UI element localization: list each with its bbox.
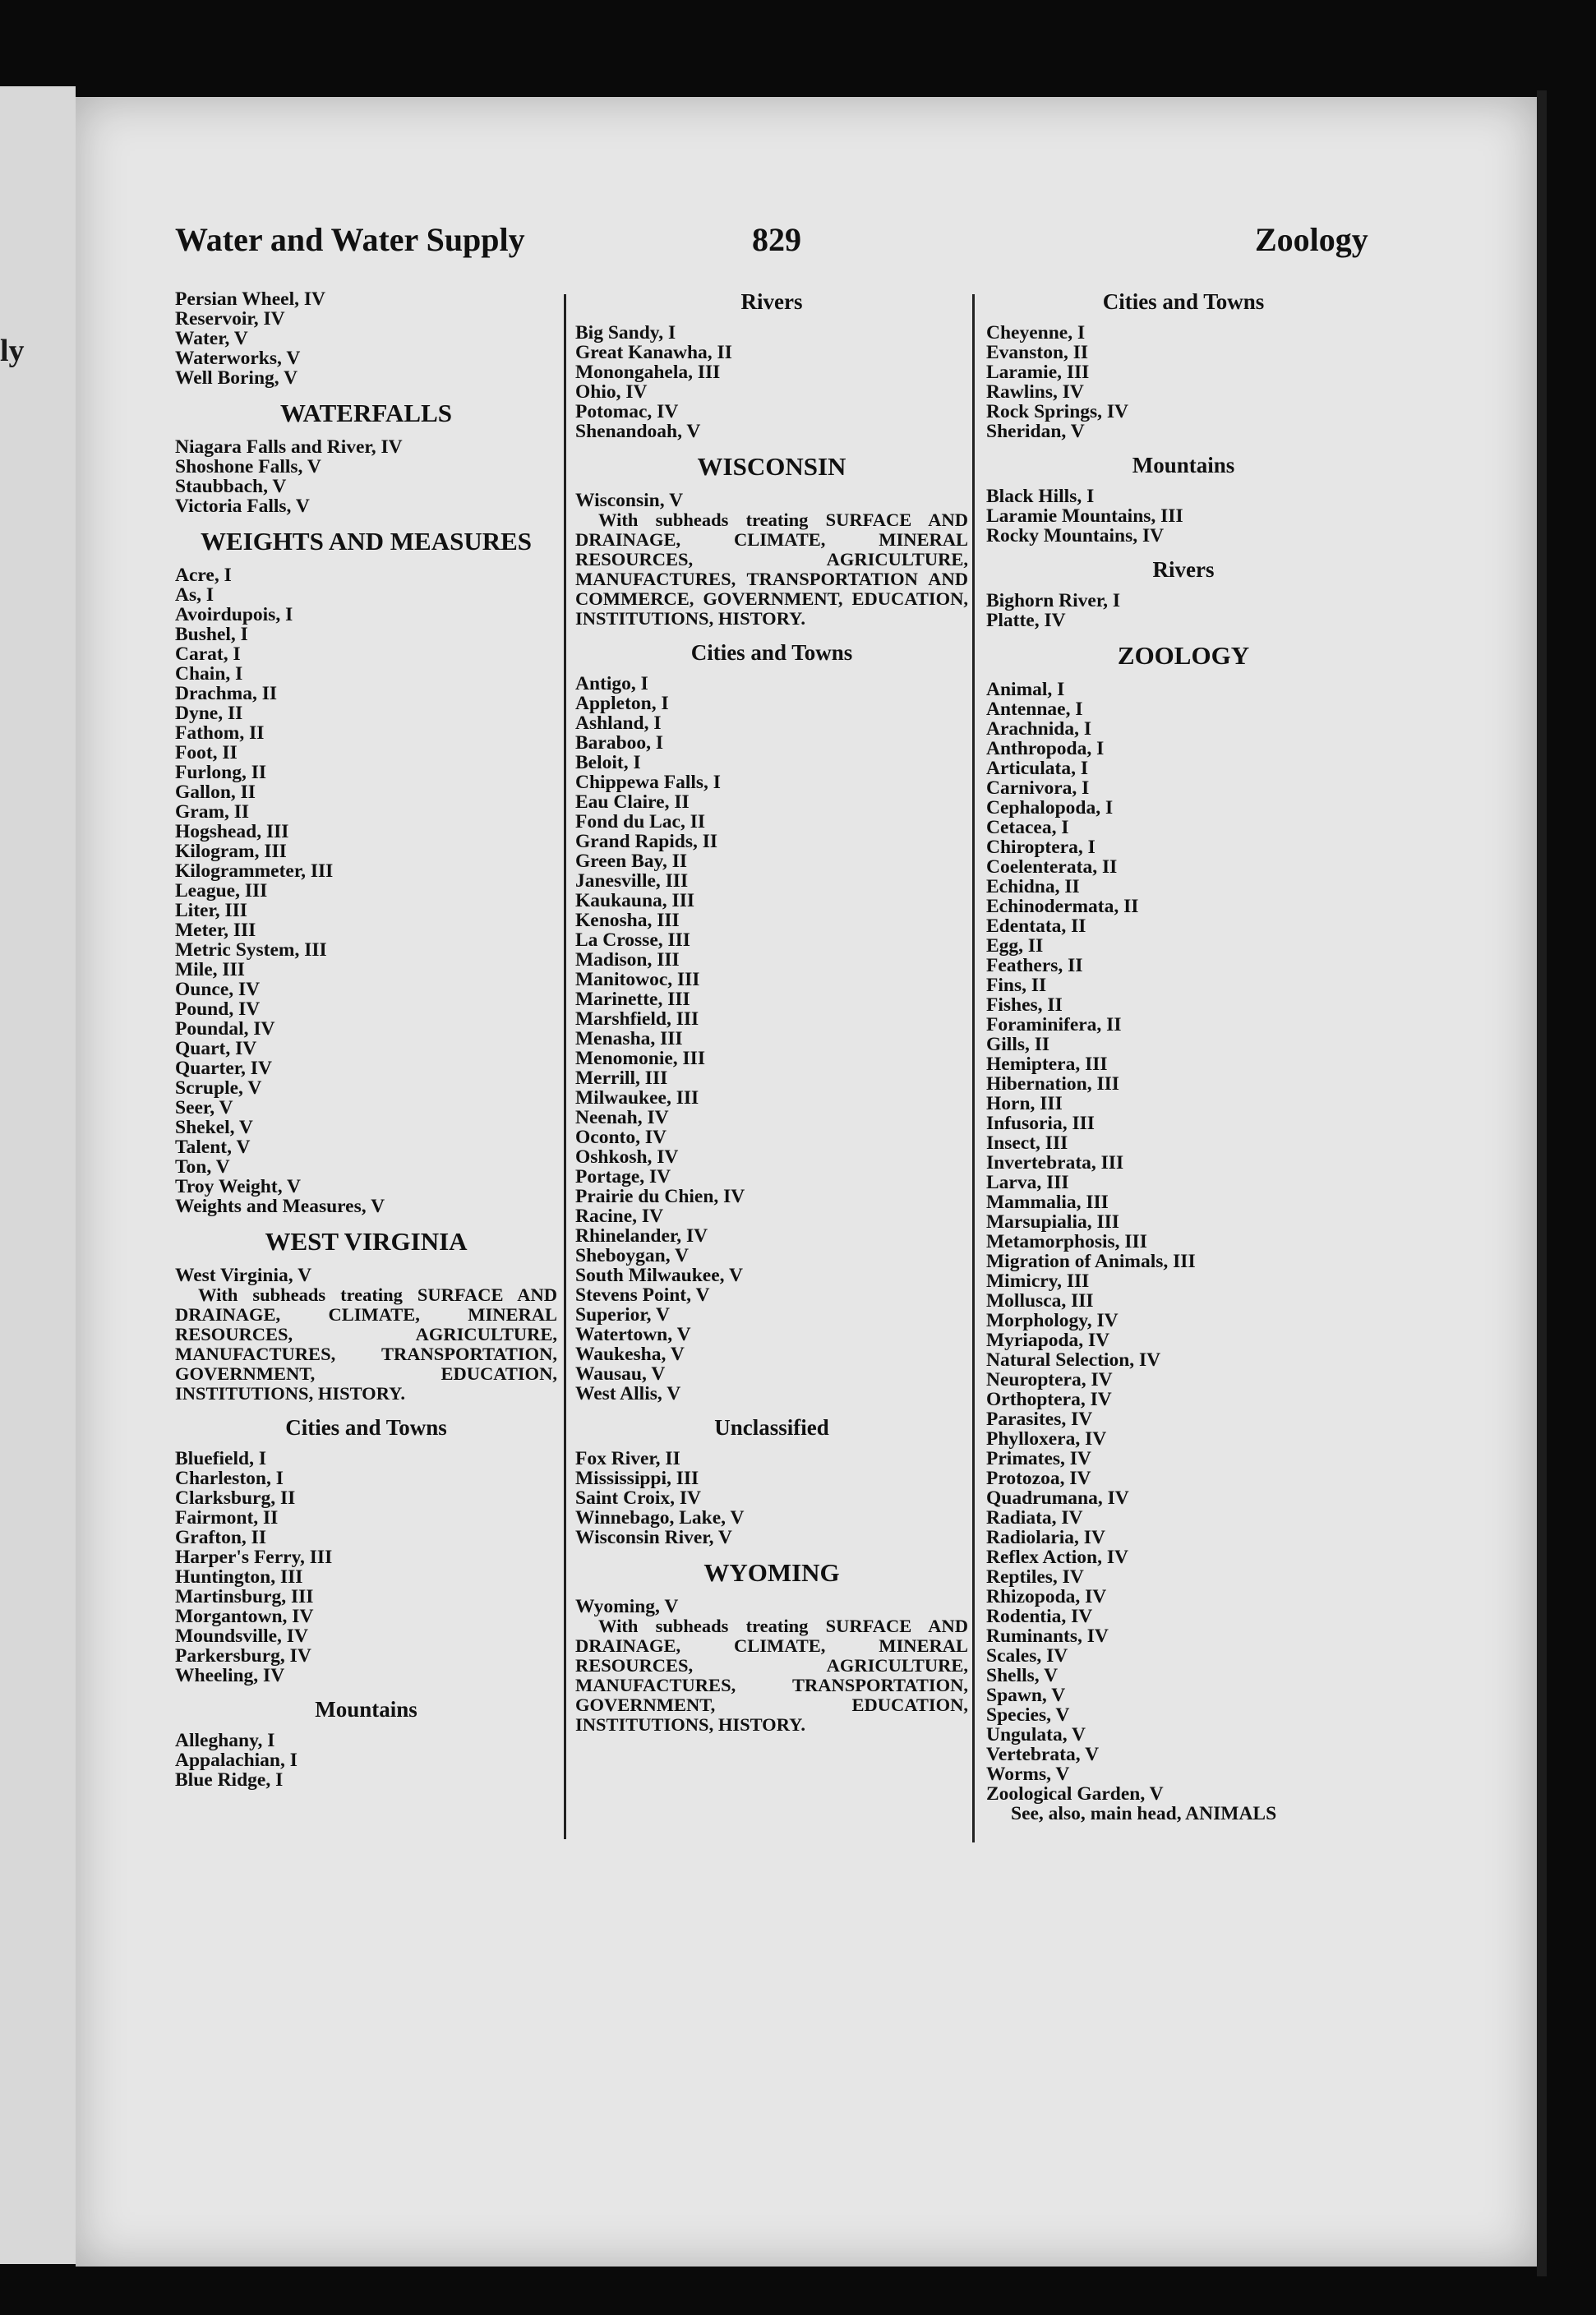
index-entry: Waterworks, V [175,348,301,369]
index-entry: Sheridan, V [986,421,1085,442]
index-entry: Watertown, V [575,1324,691,1345]
index-column-2 [575,289,968,1735]
index-entry: Clarksburg, II [175,1487,296,1509]
index-entry: Gram, II [175,801,250,823]
index-entry: Kenosha, III [575,910,680,931]
index-entry: West Virginia, V [175,1265,312,1286]
index-entry: Spawn, V [986,1685,1066,1706]
index-entry: Marsupialia, III [986,1211,1119,1233]
index-entry: Natural Selection, IV [986,1349,1161,1371]
index-entry: Invertebrata, III [986,1152,1124,1174]
index-entry: West Allis, V [575,1383,681,1404]
index-entry: Victoria Falls, V [175,496,310,517]
section-heading: WEIGHTS AND MEASURES [200,527,533,556]
index-entry: Migration of Animals, III [986,1251,1196,1272]
index-entry: Radiolaria, IV [986,1527,1105,1548]
index-entry: Cephalopoda, I [986,797,1114,819]
index-entry: Morphology, IV [986,1310,1119,1331]
index-entry: Drachma, II [175,683,278,704]
index-entry: Fins, II [986,975,1047,996]
subsection-heading: Rivers [740,289,803,314]
index-entry: Appalachian, I [175,1750,298,1771]
subsection-heading: Mountains [315,1697,417,1722]
index-entry: Grafton, II [175,1527,266,1548]
index-entry: Rawlins, IV [986,381,1084,403]
index-entry: Foraminifera, II [986,1014,1122,1035]
index-entry: Bighorn River, I [986,590,1120,611]
subsection-heading: Cities and Towns [690,640,853,665]
column-rule [972,294,975,1842]
index-column-1 [175,289,557,1790]
subsection-heading: Rivers [1152,557,1215,582]
index-entry: Platte, IV [986,610,1066,631]
index-entry: Cetacea, I [986,817,1069,838]
index-entry: Neenah, IV [575,1107,669,1128]
index-entry: Evanston, II [986,342,1089,363]
index-entry: As, I [175,584,214,606]
index-entry: Ohio, IV [575,381,648,403]
index-entry: Ounce, IV [175,979,261,1000]
index-entry: Laramie Mountains, III [986,505,1183,527]
index-entry: Portage, IV [575,1166,671,1187]
index-entry: Water, V [175,328,248,349]
subsection-heading: Cities and Towns [1102,289,1265,314]
index-entry: Antennae, I [986,699,1083,720]
index-entry: Reservoir, IV [175,308,285,330]
index-entry: Winnebago, Lake, V [575,1507,745,1529]
index-entry: Carnivora, I [986,777,1090,799]
index-entry: Big Sandy, I [575,322,676,344]
index-entry: Mile, III [175,959,245,980]
index-entry: Rodentia, IV [986,1606,1093,1627]
index-entry: Morgantown, IV [175,1606,314,1627]
index-entry: Echinodermata, II [986,896,1139,917]
index-entry: Radiata, IV [986,1507,1083,1529]
index-entry: Infusoria, III [986,1113,1095,1134]
index-entry: Myriapoda, IV [986,1330,1110,1351]
index-entry: Waukesha, V [575,1344,685,1365]
index-entry: Baraboo, I [575,732,664,754]
index-entry: Quart, IV [175,1038,257,1059]
subsection-heading: Cities and Towns [285,1415,447,1440]
index-entry: Troy Weight, V [175,1176,301,1197]
index-entry: Worms, V [986,1764,1070,1785]
index-entry: Feathers, II [986,955,1083,976]
index-entry: Madison, III [575,949,680,971]
subsection-heading: Unclassified [714,1415,829,1440]
section-heading: WISCONSIN [697,452,846,481]
index-entry: Prairie du Chien, IV [575,1186,745,1207]
facing-page-text-fragment: ly [0,334,25,368]
index-entry: Chippewa Falls, I [575,772,721,793]
index-entry: Great Kanawha, II [575,342,732,363]
index-entry: Martinsburg, III [175,1586,314,1607]
index-entry: Wisconsin River, V [575,1527,732,1548]
index-entry: Janesville, III [575,870,689,892]
index-entry: Vertebrata, V [986,1744,1100,1765]
index-entry: Reptiles, IV [986,1566,1084,1588]
index-entry: Primates, IV [986,1448,1091,1469]
index-entry: Avoirdupois, I [175,604,293,625]
index-entry: Rock Springs, IV [986,401,1129,422]
index-entry: Manitowoc, III [575,969,700,990]
index-entry: Carat, I [175,643,241,665]
index-entry: South Milwaukee, V [575,1265,743,1286]
index-entry: La Crosse, III [575,929,690,951]
index-entry: Well Boring, V [175,367,298,389]
index-entry: Gills, II [986,1034,1050,1055]
index-entry: Bluefield, I [175,1448,266,1469]
index-entry: Marinette, III [575,989,690,1010]
subheads-note: With subheads treating SURFACE AND DRAINAGE, CLIMATE, MINERAL RESOURCES, AGRICULTURE, MANUFACTURES, TRANSPORTATION AND COMMERCE, GOVERNMENT, EDUCATION, INSTITUTIONS, HISTORY. [575,510,968,629]
index-entry: Chiroptera, I [986,837,1096,858]
index-entry: Staubbach, V [175,476,287,497]
index-entry: Insect, III [986,1132,1068,1154]
section-heading: WATERFALLS [279,399,452,427]
index-entry: Meter, III [175,920,256,941]
index-entry: Chain, I [175,663,243,685]
index-entry: Acre, I [175,565,232,586]
section-heading: ZOOLOGY [1117,641,1250,670]
index-entry: Ruminants, IV [986,1626,1109,1647]
index-entry: Quarter, IV [175,1058,272,1079]
index-entry: Arachnida, I [986,718,1091,740]
index-entry: Wisconsin, V [575,490,684,511]
index-entry: Charleston, I [175,1468,284,1489]
index-entry: Fairmont, II [175,1507,279,1529]
page-number: 829 [752,221,801,258]
index-entry: Neuroptera, IV [986,1369,1113,1390]
index-entry: Foot, II [175,742,238,763]
index-entry: Monongahela, III [575,362,721,383]
section-heading: WYOMING [703,1558,840,1587]
page-edge-shadow [1537,90,1547,2276]
index-entry: Fox River, II [575,1448,680,1469]
index-entry: Saint Croix, IV [575,1487,701,1509]
index-entry: Mollusca, III [986,1290,1094,1312]
index-entry: Superior, V [575,1304,670,1326]
index-entry: Kilogram, III [175,841,287,862]
index-entry: Parasites, IV [986,1409,1093,1430]
index-entry: Moundsville, IV [175,1626,308,1647]
index-entry: Shells, V [986,1665,1059,1686]
index-entry: Shekel, V [175,1117,253,1138]
index-entry: Liter, III [175,900,247,921]
index-entry: Fond du Lac, II [575,811,706,832]
index-entry: Anthropoda, I [986,738,1105,759]
index-entry: Hogshead, III [175,821,289,842]
index-entry: Persian Wheel, IV [175,288,325,310]
index-entry: Potomac, IV [575,401,679,422]
index-entry: Animal, I [986,679,1065,700]
index-entry: Menasha, III [575,1028,683,1049]
running-head-right: Zoology [1255,221,1368,258]
index-entry: Metric System, III [175,939,327,961]
subheads-note: With subheads treating SURFACE AND DRAINAGE, CLIMATE, MINERAL RESOURCES, AGRICULTURE, MANUFACTURES, TRANSPORTATION, GOVERNMENT, EDUCATION, INSTITUTIONS, HISTORY. [575,1616,968,1735]
index-entry: Kaukauna, III [575,890,694,911]
index-entry: Blue Ridge, I [175,1769,284,1791]
index-entry: Larva, III [986,1172,1069,1193]
see-also-reference: See, also, main head, ANIMALS [1011,1803,1277,1824]
index-entry: Grand Rapids, II [575,831,718,852]
index-entry: Marshfield, III [575,1008,699,1030]
index-entry: Huntington, III [175,1566,303,1588]
index-entry: Poundal, IV [175,1018,275,1040]
index-entry: Ton, V [175,1156,230,1178]
index-entry: Talent, V [175,1137,251,1158]
index-entry: Shoshone Falls, V [175,456,321,477]
index-entry: Quadrumana, IV [986,1487,1129,1509]
index-entry: Seer, V [175,1097,233,1118]
index-entry: Pound, IV [175,998,261,1020]
index-entry: Stevens Point, V [575,1284,710,1306]
index-entry: Wheeling, IV [175,1665,285,1686]
index-entry: Edentata, II [986,915,1086,937]
index-entry: Zoological Garden, V [986,1783,1164,1805]
index-entry: Fishes, II [986,994,1063,1016]
index-entry: Rhinelander, IV [575,1225,708,1247]
index-entry: Metamorphosis, III [986,1231,1147,1252]
index-entry: Gallon, II [175,782,256,803]
index-entry: Racine, IV [575,1206,664,1227]
facing-page-edge [0,86,76,2264]
index-entry: Scales, IV [986,1645,1068,1667]
index-entry: Orthoptera, IV [986,1389,1112,1410]
running-head-left: Water and Water Supply [175,221,525,258]
index-entry: Kilogrammeter, III [175,860,334,882]
index-entry: Eau Claire, II [575,791,690,813]
index-column-3 [986,289,1381,1824]
index-entry: Appleton, I [575,693,669,714]
index-entry: Black Hills, I [986,486,1095,507]
index-entry: Reflex Action, IV [986,1547,1128,1568]
index-entry: Niagara Falls and River, IV [175,436,403,458]
index-entry: Horn, III [986,1093,1063,1114]
index-entry: Mimicry, III [986,1270,1090,1292]
subsection-heading: Mountains [1132,453,1235,477]
index-entry: Antigo, I [575,673,648,694]
index-entry: Rocky Mountains, IV [986,525,1165,546]
index-entry: Merrill, III [575,1068,668,1089]
index-entry: Coelenterata, II [986,856,1118,878]
index-entry: Alleghany, I [175,1730,275,1751]
index-entry: Bushel, I [175,624,248,645]
index-entry: Shenandoah, V [575,421,701,442]
index-entry: Echidna, II [986,876,1080,897]
index-entry: Phylloxera, IV [986,1428,1107,1450]
index-entry: Egg, II [986,935,1044,957]
index-entry: Oshkosh, IV [575,1146,679,1168]
index-entry: Rhizopoda, IV [986,1586,1107,1607]
index-entry: Weights and Measures, V [175,1196,385,1217]
index-entry: Hibernation, III [986,1073,1119,1095]
index-entry: Mammalia, III [986,1192,1109,1213]
index-entry: Cheyenne, I [986,322,1086,344]
index-entry: Ashland, I [575,712,662,734]
column-rule [564,294,566,1839]
section-heading: WEST VIRGINIA [265,1227,468,1256]
index-entry: Milwaukee, III [575,1087,699,1109]
index-entry: Menomonie, III [575,1048,705,1069]
index-entry: Hemiptera, III [986,1054,1108,1075]
index-entry: Beloit, I [575,752,641,773]
index-entry: League, III [175,880,268,902]
index-entry: Sheboygan, V [575,1245,690,1266]
index-entry: Wyoming, V [575,1596,679,1617]
index-entry: Ungulata, V [986,1724,1086,1745]
index-entry: Harper's Ferry, III [175,1547,333,1568]
index-entry: Laramie, III [986,362,1090,383]
index-entry: Dyne, II [175,703,243,724]
index-entry: Wausau, V [575,1363,666,1385]
subheads-note: With subheads treating SURFACE AND DRAINAGE, CLIMATE, MINERAL RESOURCES, AGRICULTURE, MANUFACTURES, TRANSPORTATION, GOVERNMENT, EDUCATION, INSTITUTIONS, HISTORY. [175,1284,557,1404]
index-entry: Oconto, IV [575,1127,667,1148]
index-entry: Articulata, I [986,758,1089,779]
index-entry: Scruple, V [175,1077,262,1099]
index-entry: Furlong, II [175,762,266,783]
index-entry: Species, V [986,1704,1070,1726]
index-entry: Protozoa, IV [986,1468,1091,1489]
index-entry: Mississippi, III [575,1468,699,1489]
index-entry: Parkersburg, IV [175,1645,311,1667]
index-entry: Fathom, II [175,722,265,744]
index-entry: Green Bay, II [575,851,688,872]
